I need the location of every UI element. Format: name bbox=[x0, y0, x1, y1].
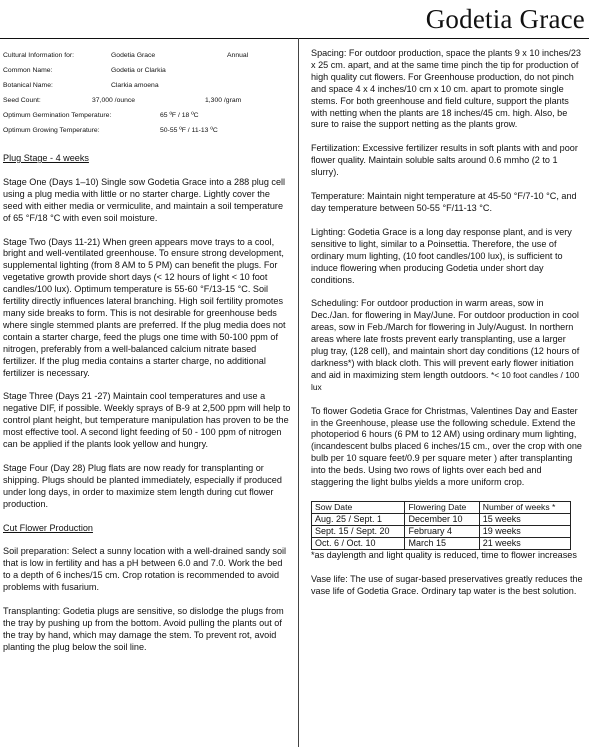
table-cell: Oct. 6 / Oct. 10 bbox=[312, 538, 405, 550]
page-title: Godetia Grace bbox=[425, 4, 585, 34]
info-value: Clarkia amoena bbox=[111, 82, 159, 89]
lighting-paragraph: Lighting: Godetia Grace is a long day response plant, and is very sensitive to light, similar to a Poinsettia. Therefore, the use of ordinary mum lighting, (10 foot candles/100 lux), is sufficient to induce flowering when producing Godetia under short day conditions. bbox=[311, 226, 572, 285]
temperature-paragraph: Temperature: Maintain night temperature at 45-50 °F/7-10 °C, and day temperature between 50-55 °F/11-13 °C. bbox=[311, 191, 577, 213]
info-row-cultural bbox=[3, 48, 292, 63]
stage-three-paragraph: Stage Three (Days 21 -27) Maintain cool temperatures and use a negative DIF, if possible. Weekly sprays of B-9 at 2,500 ppm will help to control plant height, but temperature manipulation has proven to be the most effective tool. A second light feeding of 50 - 100 ppm of nitrogen can be applied if the plants look yellow and hungry. bbox=[3, 391, 291, 450]
scheduling-text: Scheduling: For outdoor production in warm areas, sow in Dec./Jan. for flowering in May/June. For outdoor production in cool areas, sow in Feb./March for flowering in July/August. In northern areas where late frosts prevent early transplanting, use a larger plug tray, (128 cell), and maintain short day conditions (12 hours of darkness*) with black cloth. This will prevent early flower initiation and aid in maximizing stem length outdoors. bbox=[311, 298, 580, 380]
cut-flower-heading: Cut Flower Production bbox=[3, 522, 93, 533]
left-column bbox=[3, 48, 292, 654]
info-value: 1,300 /gram bbox=[205, 97, 242, 104]
info-row-germination bbox=[3, 108, 292, 123]
table-header-row bbox=[312, 502, 571, 514]
info-label: Botanical Name: bbox=[3, 82, 53, 89]
info-value: Godetia or Clarkia bbox=[111, 67, 166, 74]
column-divider bbox=[298, 38, 299, 747]
table-cell: 15 weeks bbox=[479, 514, 570, 526]
table-cell: February 4 bbox=[405, 526, 479, 538]
info-label: Optimum Germination Temperature: bbox=[3, 112, 112, 119]
info-row-botanical bbox=[3, 78, 292, 93]
table-cell: December 10 bbox=[405, 514, 479, 526]
info-value: 37,000 /ounce bbox=[92, 97, 136, 104]
title-rule bbox=[0, 38, 589, 39]
fertilization-paragraph: Fertilization: Excessive fertilizer results in soft plants with and poor flower quality. Maintain soluble salts around 0.6 mmho (2 to 1 slurry). bbox=[311, 143, 578, 178]
stage-two-paragraph: Stage Two (Days 11-21) When green appears move trays to a cool, bright and well-ventilated greenhouse. To ensure strong development, supplemental lighting (from 8 AM to 5 PM) can benefit the plugs. For vegetative growth provide short days (< 12 hours of light < 10 foot candles/100 lux). Optimum temperature is 55-60 °F/13-15 °C. Soil fertility directly influences lateral branching. High soil fertility promotes many side breaks to form. This is not desirable for greenhouse beds where single stemmed plants are preferred. If the plug media does not contain a starter charge, feed the plugs one time with 50-100 ppm of nitrogen, preferably from a well-balanced calcium nitrate based fertilizer. If the plug media contains a starter charge, no additional fertilizer is necessary. bbox=[3, 236, 286, 378]
table-row bbox=[312, 526, 571, 538]
info-row-seed bbox=[3, 93, 292, 108]
table-header-cell: Number of weeks * bbox=[479, 502, 570, 514]
holiday-schedule-paragraph: To flower Godetia Grace for Christmas, Valentines Day and Easter in the Greenhouse, please use the following schedule. Extend the photoperiod 6 hours (6 PM to 12 AM) using ordinary mum lighting, (incandescent bulbs placed 6 inches/15 cm., over the crop with one bulb per 10 square feet/0.9 per square meter ) after transplanting into the beds. Using two rows of lights over each bed and staggering the light bulbs yields a more uniform crop. bbox=[311, 405, 582, 488]
table-cell: Aug. 25 / Sept. 1 bbox=[312, 514, 405, 526]
table-header-cell: Sow Date bbox=[312, 502, 405, 514]
transplanting-paragraph: Transplanting: Godetia plugs are sensitive, so dislodge the plugs from the tray by pushing up from the bottom. Avoid pulling the plants out of the tray by hand, which may damage the stem. To prevent rot, avoid planting the plug below the soil line. bbox=[3, 606, 284, 652]
schedule-table bbox=[311, 501, 571, 550]
table-cell: Sept. 15 / Sept. 20 bbox=[312, 526, 405, 538]
plug-stage-heading: Plug Stage - 4 weeks bbox=[3, 153, 89, 163]
table-row bbox=[312, 538, 571, 550]
table-cell: March 15 bbox=[405, 538, 479, 550]
right-column bbox=[311, 48, 583, 598]
spacing-paragraph: Spacing: For outdoor production, space the plants 9 x 10 inches/23 x 25 cm. apart, and at the same time pinch the tip for production of high quality cut flowers. For Greenhouse production, do not pinch and space 4 x 4 inches/10 cm x 10 cm. apart to promote single stems. For both greenhouse and field culture, support the plants with netting when the plants are 18 inches/45 cm. high. Also, be sure to raise the support netting as the plants grow. bbox=[311, 48, 581, 130]
info-row-growing bbox=[3, 123, 292, 138]
info-value: Annual bbox=[227, 52, 249, 59]
info-row-common bbox=[3, 63, 292, 78]
table-cell: 21 weeks bbox=[479, 538, 570, 550]
info-label: Common Name: bbox=[3, 67, 53, 74]
scheduling-footnote: *< 10 foot candles / 100 lux bbox=[311, 369, 580, 392]
info-label: Optimum Growing Temperature: bbox=[3, 127, 100, 134]
info-label: Cultural Information for: bbox=[3, 52, 75, 59]
stage-one-paragraph: Stage One (Days 1–10) Single sow Godetia Grace into a 288 plug cell using a plug media with little or no starter charge. Lightly cover the seed with either media or vermiculite, and maintain a soil temperature of 65 °F/18 °C with even soil moisture. bbox=[3, 176, 286, 223]
scheduling-paragraph bbox=[311, 298, 583, 393]
info-value: 50-55 ºF / 11-13 ºC bbox=[160, 127, 218, 134]
stage-four-paragraph: Stage Four (Day 28) Plug flats are now ready for transplanting or shipping. Plugs should be planted immediately, especially if produced under long days, in order to maximize stem length during cut flower production. bbox=[3, 462, 282, 509]
table-footnote: *as daylength and light quality is reduced, time to flower increases bbox=[311, 550, 577, 560]
soil-preparation-paragraph: Soil preparation: Select a sunny location with a well-drained sandy soil that is low in fertility and has a pH between 6.0 and 7.0. Work the bed to a depth of 6 inches/15 cm. Crop rotation is recommended to avoid problems with fusarium. bbox=[3, 546, 287, 593]
table-header-cell: Flowering Date bbox=[405, 502, 479, 514]
table-row bbox=[312, 514, 571, 526]
table-cell: 19 weeks bbox=[479, 526, 570, 538]
info-label: Seed Count: bbox=[3, 97, 41, 104]
info-value: 65 ºF / 18 ºC bbox=[160, 112, 199, 119]
info-value: Godetia Grace bbox=[111, 52, 156, 59]
cultural-info-block bbox=[3, 48, 292, 153]
vase-life-paragraph: Vase life: The use of sugar-based preservatives greatly reduces the vase life of Godetia Grace. Ordinary tap water is the best solution. bbox=[311, 573, 583, 596]
